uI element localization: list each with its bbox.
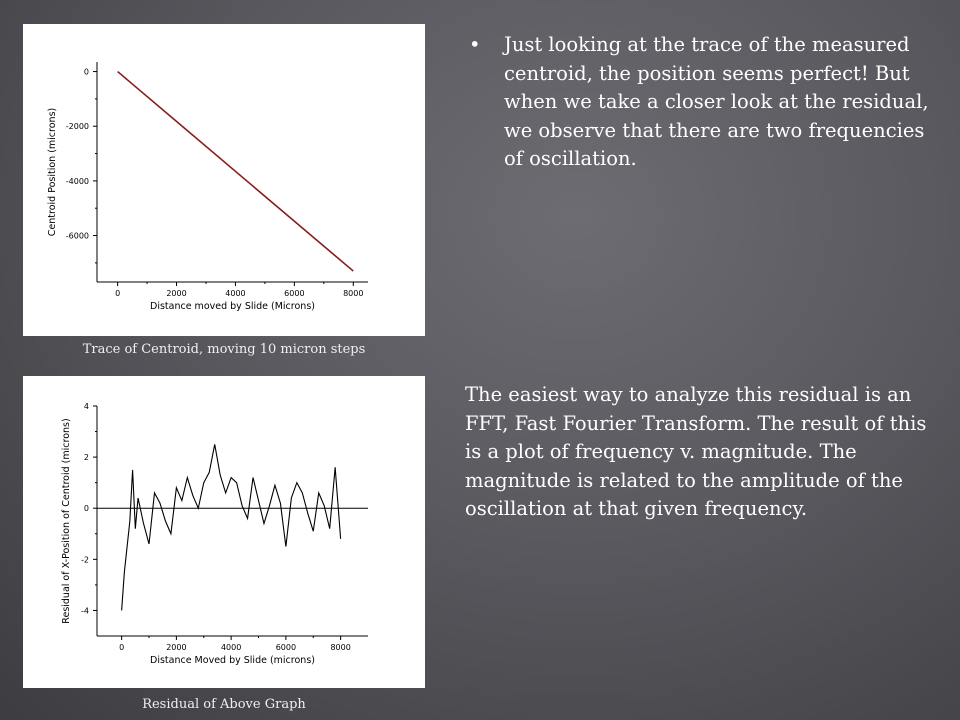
- centroid-trace-plot: [23, 24, 425, 336]
- x-tick-label: 6000: [284, 289, 305, 298]
- centroid-trace-chart: [23, 24, 425, 336]
- x-tick-label: 0: [115, 289, 121, 298]
- y-tick-label: -4000: [65, 176, 89, 186]
- bullet-text: Just looking at the trace of the measured centroid, the position seems perfect! But when we take a closer look at the residual, we observe that there are two frequencies of oscillation.: [504, 33, 929, 170]
- x-tick-label: 2000: [166, 289, 187, 298]
- series-line: [122, 444, 341, 610]
- y-tick-label: -2: [81, 555, 89, 565]
- y-tick-label: 0: [83, 504, 89, 514]
- residual-chart: [23, 376, 425, 688]
- x-tick-label: 8000: [343, 289, 364, 298]
- caption-top: Trace of Centroid, moving 10 micron steps: [82, 342, 366, 357]
- x-tick-label: 8000: [330, 643, 351, 652]
- series-line: [118, 72, 354, 272]
- y-tick-label: 0: [83, 67, 89, 77]
- y-tick-label: 4: [83, 402, 89, 411]
- caption-bottom: Residual of Above Graph: [142, 697, 306, 712]
- y-tick-label: 2: [83, 453, 89, 463]
- x-tick-label: 2000: [166, 643, 187, 652]
- x-tick-label: 4000: [220, 643, 242, 652]
- y-axis-label: Residual of X-Position of Centroid (microns): [61, 418, 72, 624]
- y-tick-label: -6000: [65, 231, 89, 241]
- x-tick-label: 4000: [225, 289, 246, 298]
- y-tick-label: -4: [81, 606, 89, 616]
- fft-paragraph: The easiest way to analyze this residual is an FFT, Fast Fourier Transform. The result of this is a plot of frequency v. magnitude. The magnitude is related to the amplitude of the oscillation at that given frequency.: [465, 383, 927, 520]
- x-axis-label: Distance Moved by Slide (microns): [150, 655, 315, 666]
- x-axis-label: Distance moved by Slide (Microns): [150, 301, 315, 312]
- y-tick-label: -2000: [65, 122, 89, 132]
- bullet-marker: •: [469, 33, 481, 56]
- y-axis-label: Centroid Position (microns): [47, 107, 58, 237]
- x-tick-label: 0: [119, 643, 125, 652]
- residual-plot: [23, 376, 425, 688]
- x-tick-label: 6000: [275, 643, 297, 652]
- bullet-point: [469, 31, 939, 174]
